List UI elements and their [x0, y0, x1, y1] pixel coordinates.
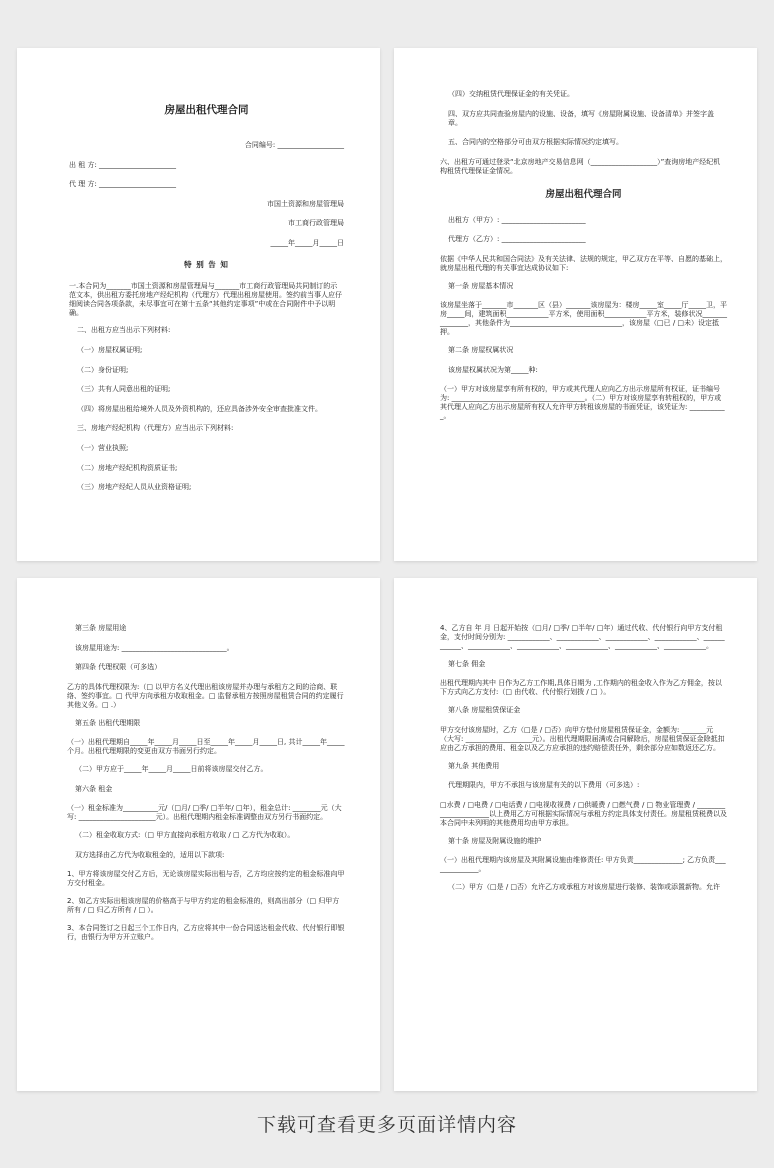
- text-line: （二）身份证明;: [77, 365, 129, 374]
- text-line: 第九条 其他费用: [448, 761, 500, 770]
- text-line: （三）共有人同意出租的证明;: [77, 385, 171, 394]
- contract-body-block: [440, 216, 727, 422]
- text-line: 第三条 房屋用途: [75, 624, 127, 632]
- text-line: 代理方（乙方）: ________________________: [448, 235, 586, 244]
- notice-block: [69, 282, 344, 493]
- text-line: （四）将房屋出租给境外人员及外资机构的，还应具备涉外安全审查批准文件。: [77, 404, 322, 413]
- contract-articles-block: [67, 624, 346, 942]
- text-line: 第四条 代理权限（可多选）: [75, 663, 162, 672]
- contract-body-title: 房屋出租代理合同: [545, 188, 622, 200]
- text-line: 出租代理期内其中 日作为乙方工作期,具体日期为 ,工作期内的租金收入作为乙方佣金，按以下方式向乙方支付:（□ 由代收、代付银行划拨 / □ ）。: [440, 679, 722, 697]
- text-line: （二）房地产经纪机构资质证书;: [77, 463, 178, 472]
- text-line: 五、合同内的空格部分可由双方根据实际情况约定填写。: [448, 138, 623, 147]
- text-line: 甲方交付该房屋时，乙方（□是 / □否）向甲方垫付房屋租赁保证金，金额为: _______元（大写: ___________________元）。出租代理期限届满或合同解除后，房屋租赁保证金除抵扣应由乙方承担的费用、租金以及乙方应承担的违约赔偿责任外，剩余部分应如数返还乙方。: [440, 725, 725, 752]
- text-line: 1、甲方将该房屋交付乙方后，无论该房屋实际出租与否，乙方均应按约定的租金标准向甲方交付租金。: [67, 870, 345, 888]
- notice-continued-block: [440, 90, 727, 176]
- text-line: □水费 / □电费 / □电话费 / □电视收视费 / □供暖费 / □燃气费 / □ 物业管理费 / ______________________以上费用乙方可根据实际情况与承租方约定具体支付责任。房屋租赁税费以及本合同中未列明的其他费用均由甲方承担。: [440, 800, 727, 827]
- header-block: [69, 141, 344, 248]
- text-line: 第十条 房屋及附属设施的维护: [448, 836, 542, 845]
- text-line: 六、出租方可通过登录“北京房地产交易信息网（___________________）”查询房地产经纪机构租赁代理保证金情况。: [440, 157, 721, 175]
- text-line: 4、乙方自 年 月 日起开始按（□月/ □季/ □半年/ □年）通过代收、代付银行向甲方支付租金，支付时间分别为: ____________、____________、____________、____________、____________、____________、____________、____________、____________、____________。: [440, 624, 725, 650]
- text-line: 第一条 房屋基本情况: [448, 281, 514, 290]
- text-line: （二）甲方（□是 / □否）允许乙方或承租方对该房屋进行装修、装饰或添置新物。允许: [448, 882, 721, 891]
- text-line: 第七条 佣金: [448, 659, 486, 668]
- text-line: 该房屋坐落于_______市_______区（县）_______该房屋为：楼房_____室_____厅_____卫，平房_____间，建筑面积____________平方米，使用面积____________平方米，装修状况_______________，其他条件为________________________________，该房屋（□已 / □未）设定抵押。: [440, 301, 727, 337]
- text-line: _____年_____月_____日: [270, 238, 344, 247]
- contract-page-1: [17, 48, 380, 561]
- text-line: （一）甲方对该房屋享有所有权的，甲方或其代理人应向乙方出示房屋所有权证，证书编号为: ______________________________________。（二）甲方对该房屋享有转租权的，甲方或其代理人应向乙方出示房屋所有权人允许甲方转租该房屋的书面凭证，该凭证为: ___________。: [440, 385, 725, 421]
- text-line: 三、房地产经纪机构（代理方）应当出示下列材料:: [77, 424, 234, 433]
- text-line: （二）租金收取方式:（□ 甲方直接向承租方收取 / □ 乙方代为收取）。: [75, 830, 295, 839]
- text-line: 出租方（甲方）: ________________________: [448, 215, 586, 224]
- text-line: （一）营业执照;: [77, 443, 129, 452]
- contract-page-2: [394, 48, 757, 561]
- text-line: 第六条 租金: [75, 784, 113, 793]
- text-line: 3、本合同签订之日起三个工作日内，乙方应将其中一份合同送达租金代收、代付银行即银行，由银行为甲方开立账户。: [67, 923, 345, 941]
- text-line: 第五条 出租代理期限: [75, 718, 141, 727]
- text-line: 出 租 方: ______________________: [69, 160, 177, 169]
- text-line: 一.本合同为_______市国土资源和房屋管理局与_______市工商行政管理局共同制订的示范文本，供出租方委托房地产经纪机构（代理方）代理出租房屋使用。签约前当事人应仔细阅读合同各项条款，未尽事宜可在第十五条“其他约定事项”中或在合同附件中予以明确。: [69, 281, 342, 317]
- text-line: 第八条 房屋租赁保证金: [448, 706, 521, 715]
- contract-page-3: [17, 578, 380, 1091]
- text-line: （三）房地产经纪人员从业资格证明;: [77, 483, 192, 492]
- special-notice-heading: 特 别 告 知: [184, 259, 229, 269]
- text-line: 乙方的具体代理权限为:（□ 以甲方名义代理出租该房屋并办理与承租方之间的洽商、联络、签约事宜。□ 代甲方向承租方收取租金。□ 监督承租方按照房屋租赁合同的约定履行其他义务。□ .）: [67, 682, 344, 709]
- text-line: 代理期限内，甲方不承担与该房屋有关的以下费用（可多选）:: [448, 781, 640, 790]
- contract-articles-block: [440, 624, 727, 892]
- text-line: 该房屋权属状况为第_____种:: [448, 365, 538, 374]
- text-line: 二、出租方应当出示下列材料:: [77, 326, 171, 335]
- text-line: 依据《中华人民共和国合同法》及有关法律、法规的规定，甲乙双方在平等、自愿的基础上，就房屋出租代理的有关事宜达成协议如下:: [440, 254, 727, 272]
- text-line: 双方选择由乙方代为收取租金的，适用以下款项:: [75, 850, 225, 859]
- text-line: 市国土资源和房屋管理局: [267, 199, 344, 208]
- contract-page-4: [394, 578, 757, 1091]
- text-line: （一）租金标准为__________元/（□月/ □季/ □半年/ □年），租金总计: ________元（大写: ______________________元）。出租代理期内租金标准调整由双方另行书面约定。: [67, 804, 342, 822]
- contract-title: 房屋出租代理合同: [164, 104, 249, 116]
- text-line: 2、如乙方实际出租该房屋的价格高于与甲方约定的租金标准的，则高出部分（□ 归甲方所有 / □ 归乙方所有 / □ ）。: [67, 896, 340, 914]
- text-line: （四）交纳租赁代理保证金的有关凭证。: [448, 90, 574, 98]
- text-line: 第二条 房屋权属状况: [448, 346, 514, 355]
- text-line: （一）房屋权属证明;: [77, 345, 143, 354]
- text-line: 四、双方应共同查验房屋内的设施、设备，填写《房屋附属设施、设备清单》并签字盖章。: [448, 109, 714, 127]
- text-line: 代 理 方: ______________________: [69, 180, 177, 189]
- text-line: 市工商行政管理局: [288, 219, 344, 228]
- text-line: （一）出租代理期内该房屋及其附属设施由维修责任: 甲方负责______________; 乙方负责______________。: [440, 856, 726, 874]
- text-line: （二）甲方应于_____年_____月_____日前将该房屋交付乙方。: [75, 764, 268, 773]
- text-line: （一）出租代理期自_____年_____月_____日至_____年_____月_____日, 共计_____年_____个月。出租代理期限的变更由双方书面另行约定。: [67, 738, 345, 756]
- download-more-caption: 下载可查看更多页面详情内容: [256, 1114, 517, 1136]
- text-line: 该房屋用途为: ______________________________。: [75, 643, 234, 652]
- text-line: 合同编号: ___________________: [244, 141, 344, 149]
